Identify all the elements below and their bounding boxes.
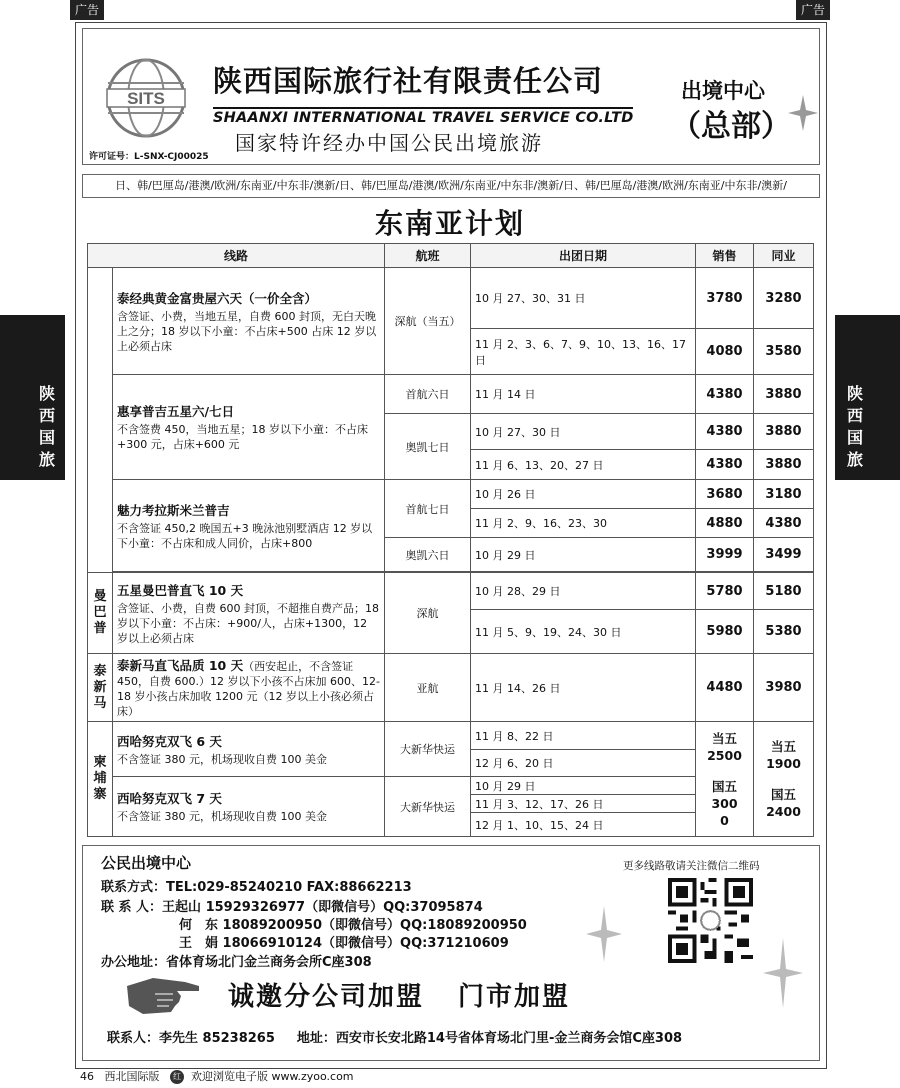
- trade-price: 5180: [754, 573, 814, 610]
- region-thailand: [88, 268, 113, 573]
- sparkle-icon: [788, 95, 818, 131]
- trade-price: 3580: [754, 329, 814, 375]
- region-char: 寨: [93, 787, 107, 802]
- price-line: 300: [711, 795, 738, 811]
- page-footer: [80, 1068, 354, 1084]
- slogan-part-b: 门市加盟: [458, 982, 571, 1012]
- route-cell: [113, 654, 385, 722]
- flight-cell: 深航: [385, 573, 471, 654]
- trade-price: 3499: [754, 538, 814, 572]
- side-label-right: [840, 383, 870, 471]
- page-number: 46: [80, 1070, 94, 1083]
- side-char: 旅: [38, 450, 55, 469]
- region-char: 普: [93, 621, 107, 636]
- company-header: [82, 28, 820, 165]
- ad-tag-right: 广告: [796, 0, 830, 20]
- qr-note: 更多线路敬请关注微信二维码: [623, 860, 760, 872]
- price-line: 2500: [707, 747, 742, 763]
- region-char: 泰: [93, 663, 107, 679]
- route-name: 惠享普吉五星六/七日: [117, 404, 235, 419]
- sale-price: 5780: [696, 573, 754, 610]
- date-cell: 10 月 28、29 日: [471, 573, 696, 610]
- sale-price: 4880: [696, 509, 754, 538]
- price-line: 国五: [771, 787, 797, 802]
- franchise-slogan: [228, 976, 570, 1013]
- route-name: 泰经典黄金富贵屋六天（一价全含）: [117, 290, 318, 306]
- price-line: 当五: [771, 739, 797, 754]
- sale-price: 3780: [696, 268, 754, 329]
- price-line: 0: [720, 812, 729, 828]
- slogan-part-a: 诚邀分公司加盟: [228, 982, 425, 1012]
- route-cell: [113, 480, 385, 572]
- side-char: 西: [846, 406, 863, 425]
- table-row: [88, 375, 814, 414]
- trade-price: 3980: [754, 654, 814, 722]
- price-line: 1900: [766, 756, 801, 771]
- company-name-cn: 陕西国际旅行社有限责任公司: [213, 64, 604, 98]
- region-char: 埔: [93, 771, 107, 786]
- date-cell: 12 月 1、10、15、24 日: [471, 813, 696, 837]
- header-flight: 航班: [385, 244, 471, 268]
- table-row: [88, 573, 814, 610]
- region-char: 曼: [93, 589, 107, 604]
- route-cell: [113, 573, 385, 654]
- wechat-qr-code-icon: [668, 878, 753, 963]
- date-cell: 10 月 27、30 日: [471, 414, 696, 450]
- side-char: 陕: [846, 384, 863, 403]
- region-char: 柬: [93, 755, 107, 770]
- logo-text: SITS: [127, 89, 165, 108]
- side-char: 旅: [846, 450, 863, 469]
- trade-price: 3180: [754, 480, 814, 509]
- route-name: 西哈努克双飞 6 天: [117, 733, 222, 749]
- sale-price: 3680: [696, 480, 754, 509]
- brand-badge-icon: 红: [170, 1070, 184, 1084]
- contact-person-1: 联 系 人：王起山 15929326977（即微信号）QQ:37095874: [101, 900, 483, 915]
- office-address: 办公地址：省体育场北门金兰商务会所C座308: [101, 955, 372, 970]
- side-char: 西: [38, 406, 55, 425]
- flight-cell: 首航七日: [385, 480, 471, 538]
- header-dates: 出团日期: [471, 244, 696, 268]
- side-char: 国: [846, 428, 863, 447]
- footer-center-title: 公民出境中心: [101, 854, 192, 872]
- trade-price: 3880: [754, 414, 814, 450]
- bottom-address: 地址：西安市长安北路14号省体育场北门里-金兰商务会馆C座308: [296, 1031, 683, 1046]
- ad-tag-left: 广告: [70, 0, 104, 20]
- bottom-contact: [107, 1027, 682, 1046]
- outbound-center-label: 出境中心: [681, 79, 765, 103]
- trade-price-cambodia: [754, 722, 814, 837]
- flight-cell: 首航六日: [385, 375, 471, 414]
- header-trade: 同业: [754, 244, 814, 268]
- contact-person-3: 王 娟 18066910124（即微信号）QQ:371210609: [179, 936, 509, 951]
- date-cell: 11 月 6、13、20、27 日: [471, 450, 696, 480]
- pointing-hand-icon: [123, 972, 203, 1022]
- bottom-contact-person: 联系人：李先生 85238265: [107, 1031, 275, 1046]
- header-route: 线路: [88, 244, 385, 268]
- flight-cell: 深航（当五）: [385, 268, 471, 375]
- date-cell: 12 月 6、20 日: [471, 750, 696, 777]
- date-cell: 10 月 26 日: [471, 480, 696, 509]
- header-sale: 销售: [696, 244, 754, 268]
- price-line: 2400: [766, 804, 801, 819]
- sale-price: 5980: [696, 610, 754, 654]
- license-number: 许可证号：L-SNX-CJ00025: [89, 152, 209, 162]
- region-char: 马: [93, 695, 107, 711]
- date-cell: 11 月 3、12、17、26 日: [471, 795, 696, 813]
- flight-cell: 大新华快运: [385, 777, 471, 837]
- date-cell: 10 月 29 日: [471, 538, 696, 572]
- globe-logo-icon: [105, 57, 187, 139]
- route-desc: 不含签证 380 元，机场现收自费 100 美金: [117, 810, 327, 823]
- region-jpz: [88, 722, 113, 837]
- date-cell: 11 月 14 日: [471, 375, 696, 414]
- company-name-en: SHAANXI INTERNATIONAL TRAVEL SERVICE CO.LTD: [213, 107, 633, 126]
- headquarters-label: （总部）: [671, 109, 791, 144]
- date-cell: 11 月 2、3、6、7、9、10、13、16、17 日: [471, 329, 696, 375]
- route-desc: 不含签证 380 元，机场现收自费 100 美金: [117, 752, 327, 766]
- date-cell: 11 月 14、26 日: [471, 654, 696, 722]
- date-cell: 11 月 2、9、16、23、30: [471, 509, 696, 538]
- table-header-row: [88, 244, 814, 268]
- sparkle-icon: [763, 938, 803, 1008]
- company-slogan: 国家特许经办中国公民出境旅游: [235, 131, 543, 155]
- contact-footer: [82, 845, 820, 1061]
- route-cell: [113, 777, 385, 837]
- contact-phone: 联系方式：TEL:029-85240210 FAX:88662213: [101, 880, 412, 895]
- table-row: [88, 268, 814, 329]
- price-line: 国五: [712, 778, 738, 794]
- sale-price: 3999: [696, 538, 754, 572]
- table-row: [88, 654, 814, 722]
- route-name: 五星曼巴普直飞 10 天: [117, 582, 244, 598]
- date-cell: 10 月 29 日: [471, 777, 696, 795]
- sale-price: 4480: [696, 654, 754, 722]
- flight-cell: 亚航: [385, 654, 471, 722]
- date-cell: 11 月 5、9、19、24、30 日: [471, 610, 696, 654]
- trade-price: 4380: [754, 509, 814, 538]
- sparkle-icon: [586, 906, 622, 962]
- flight-cell: 奥凯七日: [385, 414, 471, 480]
- plan-title: 东南亚计划: [374, 207, 525, 240]
- trade-price: 3880: [754, 450, 814, 480]
- route-name: 魅力考拉斯米兰普吉: [117, 502, 230, 518]
- section-name: 西北国际版: [104, 1070, 160, 1083]
- price-line: 当五: [712, 730, 738, 746]
- region-mbp: [88, 573, 113, 654]
- side-label-left: [32, 383, 62, 471]
- route-name: 西哈努克双飞 7 天: [117, 791, 222, 806]
- table-row: [88, 722, 814, 750]
- sale-price: 4380: [696, 414, 754, 450]
- region-char: 新: [93, 679, 107, 695]
- route-name: 泰新马直飞品质 10 天: [117, 658, 244, 673]
- route-desc: 含签证、小费，当地五星，自费 600 封顶，无白天晚上之分；18 岁以下小童：不占床+500 占床 12 岁以上必须占床: [117, 309, 377, 353]
- route-cell: [113, 722, 385, 777]
- sale-price: 4380: [696, 450, 754, 480]
- route-desc: 不含签费 450，当地五星；18 岁以下小童：不占床+300 元，占床+600 元: [117, 423, 368, 451]
- region-txm: [88, 654, 113, 722]
- welcome-link[interactable]: 欢迎浏览电子版 www.zyoo.com: [191, 1070, 354, 1083]
- date-cell: 10 月 27、30、31 日: [471, 268, 696, 329]
- route-desc: 含签证、小费，自费 600 封顶，不超推自费产品；18 岁以下小童：不占床：+900/人，占床+1300，12 岁以上必须占床: [117, 601, 379, 645]
- sale-price: 4380: [696, 375, 754, 414]
- flight-cell: 奥凯六日: [385, 538, 471, 572]
- route-cell: [113, 268, 385, 375]
- trade-price: 5380: [754, 610, 814, 654]
- side-char: 陕: [38, 384, 55, 403]
- trade-price: 3280: [754, 268, 814, 329]
- date-cell: 11 月 8、22 日: [471, 722, 696, 750]
- route-table: [87, 243, 813, 837]
- route-desc: 不含签证 450,2 晚国五+3 晚泳池别墅酒店 12 岁以下小童：不占床和成人同价，占床+800: [117, 521, 373, 550]
- side-char: 国: [38, 428, 55, 447]
- table-row: [88, 480, 814, 509]
- route-cell: [113, 375, 385, 480]
- sale-price: 4080: [696, 329, 754, 375]
- contact-person-2: 何 东 18089200950（即微信号）QQ:18089200950: [179, 918, 527, 933]
- flight-cell: 大新华快运: [385, 722, 471, 777]
- route-desc: （西安起止，不含签证 450，自费 600.）12 岁以下小孩不占床加 600、12-18 岁小孩占床加收 1200 元（12 岁以上小孩必须占床）: [117, 660, 380, 718]
- sale-price-cambodia: [696, 722, 754, 837]
- region-char: 巴: [93, 605, 107, 620]
- destination-strip: 日、韩/巴厘岛/港澳/欧洲/东南亚/中东非/澳新/日、韩/巴厘岛/港澳/欧洲/东南亚/中东非/澳新/日、韩/巴厘岛/港澳/欧洲/东南亚/中东非/澳新/: [82, 174, 820, 198]
- trade-price: 3880: [754, 375, 814, 414]
